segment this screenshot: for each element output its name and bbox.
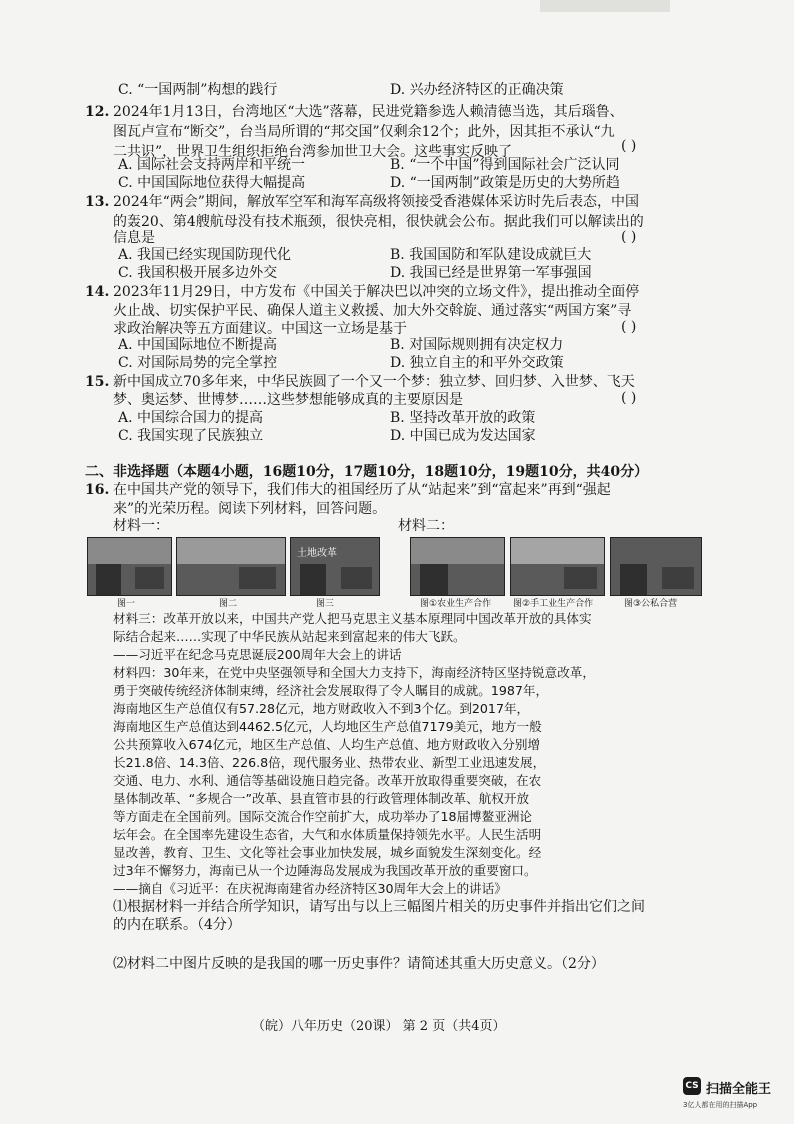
q14-line-1: 2023年11月29日，中方发布《中国关于解决巴以冲突的立场文件》，提出推动全面停	[113, 284, 640, 300]
photo-banner-text: 土地改革	[297, 548, 337, 559]
q11-option-c: C. “一国两制”构想的践行	[118, 82, 278, 98]
sub-question-2: ⑵材料二中图片反映的是我国的哪一历史事件？请简述其重大历史意义。（2分）	[113, 956, 605, 972]
q15-answer-paren[interactable]: ( )	[621, 390, 637, 406]
material1-label: 材料一：	[113, 518, 169, 534]
q14-option-a: A. 中国国际地位不断提高	[118, 337, 278, 353]
q12-line-3: 二共识”，世界卫生组织拒绝台湾参加世卫大会。这些事实反映了	[113, 144, 513, 160]
photo-figure-6	[610, 537, 702, 596]
q13-option-d: D. 我国已经是世界第一军事强国	[390, 265, 592, 281]
q12-option-c: C. 中国国际地位获得大幅提高	[118, 175, 306, 191]
q16-line-1: 在中国共产党的领导下，我们伟大的祖国经历了从“站起来”到“富起来”再到“强起	[113, 482, 611, 498]
caption-figure-1: 图一	[117, 599, 136, 609]
q12-line-1: 2024年1月13日，台湾地区“大选”落幕，民进党籍参选人赖清德当选，其后瑙鲁、	[113, 104, 624, 120]
photo-figure-2	[176, 537, 286, 596]
photo-figure-5	[510, 537, 605, 596]
camscanner-logo-icon: CS	[683, 1077, 701, 1095]
material4-line-11: 显改善，教育、卫生、文化等社会事业加快发展，城乡面貌发生深刻变化。经	[113, 845, 542, 860]
q13-line-2: 的轰20、第4艘航母没有技术瓶颈，很快亮相，很快就会公布。据此我们可以解读出的	[113, 214, 644, 230]
q14-answer-paren[interactable]: ( )	[621, 319, 637, 335]
material4-line-4: 海南地区生产总值达到4462.5亿元，人均地区生产总值7179美元，地方一般	[113, 719, 542, 734]
material4-source: ——摘自《习近平：在庆祝海南建省办经济特区30周年大会上的讲话》	[113, 881, 507, 896]
material4-line-1: 材料四：30年来，在党中央坚强领导和全国大力支持下，海南经济特区坚持锐意改革，	[113, 665, 595, 680]
material4-line-12: 过3年不懈努力，海南已从一个边陲海岛发展成为我国改革开放的重要窗口。	[113, 863, 537, 878]
q13-option-a: A. 我国已经实现国防现代化	[118, 247, 292, 263]
q14-option-b: B. 对国际规则拥有决定权力	[390, 337, 564, 353]
sub-question-1-line-1: ⑴根据材料一并结合所学知识，请写出与以上三幅图片相关的历史事件并指出它们之间	[113, 899, 645, 915]
material4-line-3: 海南地区生产总值仅有57.28亿元，地方财政收入不到3个亿。到2017年，	[113, 701, 530, 716]
caption-figure-6: 图③公私合营	[624, 599, 678, 609]
material2-label: 材料二：	[398, 518, 454, 534]
q15-option-b: B. 坚持改革开放的政策	[390, 410, 536, 426]
q15-line-1: 新中国成立70多年来，中华民族圆了一个又一个梦：独立梦、回归梦、入世梦、飞天	[113, 374, 635, 390]
q13-number: 13.	[85, 194, 110, 210]
material4-line-2: 勇于突破传统经济体制束缚，经济社会发展取得了令人瞩目的成就。1987年，	[113, 683, 549, 698]
material4-line-7: 交通、电力、水利、通信等基础设施日趋完备。改革开放取得重要突破，在农	[113, 773, 542, 788]
photo-figure-3	[290, 537, 380, 596]
q13-option-c: C. 我国积极开展多边外交	[118, 265, 278, 281]
q13-line-3: 信息是	[113, 230, 155, 246]
q12-answer-paren[interactable]: ( )	[621, 138, 637, 154]
camscanner-app-name: 扫描全能王	[706, 1082, 772, 1097]
sub-question-1-line-2: 的内在联系。（4分）	[113, 917, 241, 933]
material3-line-1: 材料三：改革开放以来，中国共产党人把马克思主义基本原理同中国改革开放的具体实	[113, 611, 592, 626]
q14-number: 14.	[85, 284, 110, 300]
q14-option-d: D. 独立自主的和平外交政策	[390, 355, 564, 371]
q15-option-c: C. 我国实现了民族独立	[118, 428, 264, 444]
material3-source: ——习近平在纪念马克思诞辰200周年大会上的讲话	[113, 647, 402, 662]
q12-number: 12.	[85, 104, 110, 120]
caption-figure-4: 图①农业生产合作	[420, 599, 492, 609]
q12-option-a: A. 国际社会支持两岸和平统一	[118, 157, 306, 173]
caption-figure-3: 图三	[316, 599, 335, 609]
caption-figure-2: 图二	[219, 599, 238, 609]
q13-answer-paren[interactable]: ( )	[621, 229, 637, 245]
q12-option-d: D. “一国两制”政策是历史的大势所趋	[390, 175, 620, 191]
material4-line-8: 垦体制改革、“多规合一”改革、县直管市县的行政管理体制改革、航权开放	[113, 791, 530, 806]
q12-line-2: 图瓦卢宣布“断交”，台当局所谓的“邦交国”仅剩余12个；此外，因其拒不承认“九	[113, 124, 615, 140]
page-footer: （皖）八年历史（20课） 第 2 页（共4页）	[252, 1019, 506, 1034]
photo-figure-4	[410, 537, 505, 596]
camscanner-tagline: 3亿人都在用的扫描App	[683, 1101, 758, 1109]
q16-number: 16.	[85, 482, 110, 498]
photo-figure-1	[87, 537, 172, 596]
caption-figure-5: 图②手工业生产合作	[513, 599, 594, 609]
q13-line-1: 2024年“两会”期间，解放军空军和海军高级将领接受香港媒体采访时先后表态，中国	[113, 194, 639, 210]
material3-line-2: 际结合起来……实现了中华民族从站起来到富起来的伟大飞跃。	[113, 629, 466, 644]
section2-heading: 二、非选择题（本题4小题，16题10分，17题10分，18题10分，19题10分，共40分）	[85, 464, 649, 480]
q14-option-c: C. 对国际局势的完全掌控	[118, 355, 278, 371]
q15-option-d: D. 中国已成为发达国家	[390, 428, 536, 444]
q14-line-2: 火止战、切实保护平民、确保人道主义救援、加大外交斡旋、通过落实“两国方案”寻	[113, 303, 632, 319]
q13-option-b: B. 我国国防和军队建设成就巨大	[390, 247, 592, 263]
material4-line-6: 长21.8倍、14.3倍、226.8倍，现代服务业、热带农业、新型工业迅速发展，	[113, 755, 546, 770]
material4-line-9: 等方面走在全国前列。国际交流合作空前扩大，成功举办了18届博鳌亚洲论	[113, 809, 533, 824]
q15-line-2: 梦、奥运梦、世博梦……这些梦想能够成真的主要原因是	[113, 392, 463, 408]
material4-line-10: 坛年会。在全国率先建设生态省，大气和水体质量保持领先水平。人民生活明	[113, 827, 542, 842]
q15-number: 15.	[85, 374, 110, 390]
scan-edge-mark	[540, 0, 670, 12]
q11-option-d: D. 兴办经济特区的正确决策	[390, 82, 564, 98]
q12-option-b: B. “一个中国”得到国际社会广泛认同	[390, 157, 620, 173]
material4-line-5: 公共预算收入674亿元，地区生产总值、人均生产总值、地方财政收入分别增	[113, 737, 541, 752]
q14-line-3: 求政治解决等五方面建议。中国这一立场是基于	[113, 321, 407, 337]
q16-line-2: 来”的光荣历程。阅读下列材料，回答问题。	[113, 501, 387, 517]
q15-option-a: A. 中国综合国力的提高	[118, 410, 264, 426]
